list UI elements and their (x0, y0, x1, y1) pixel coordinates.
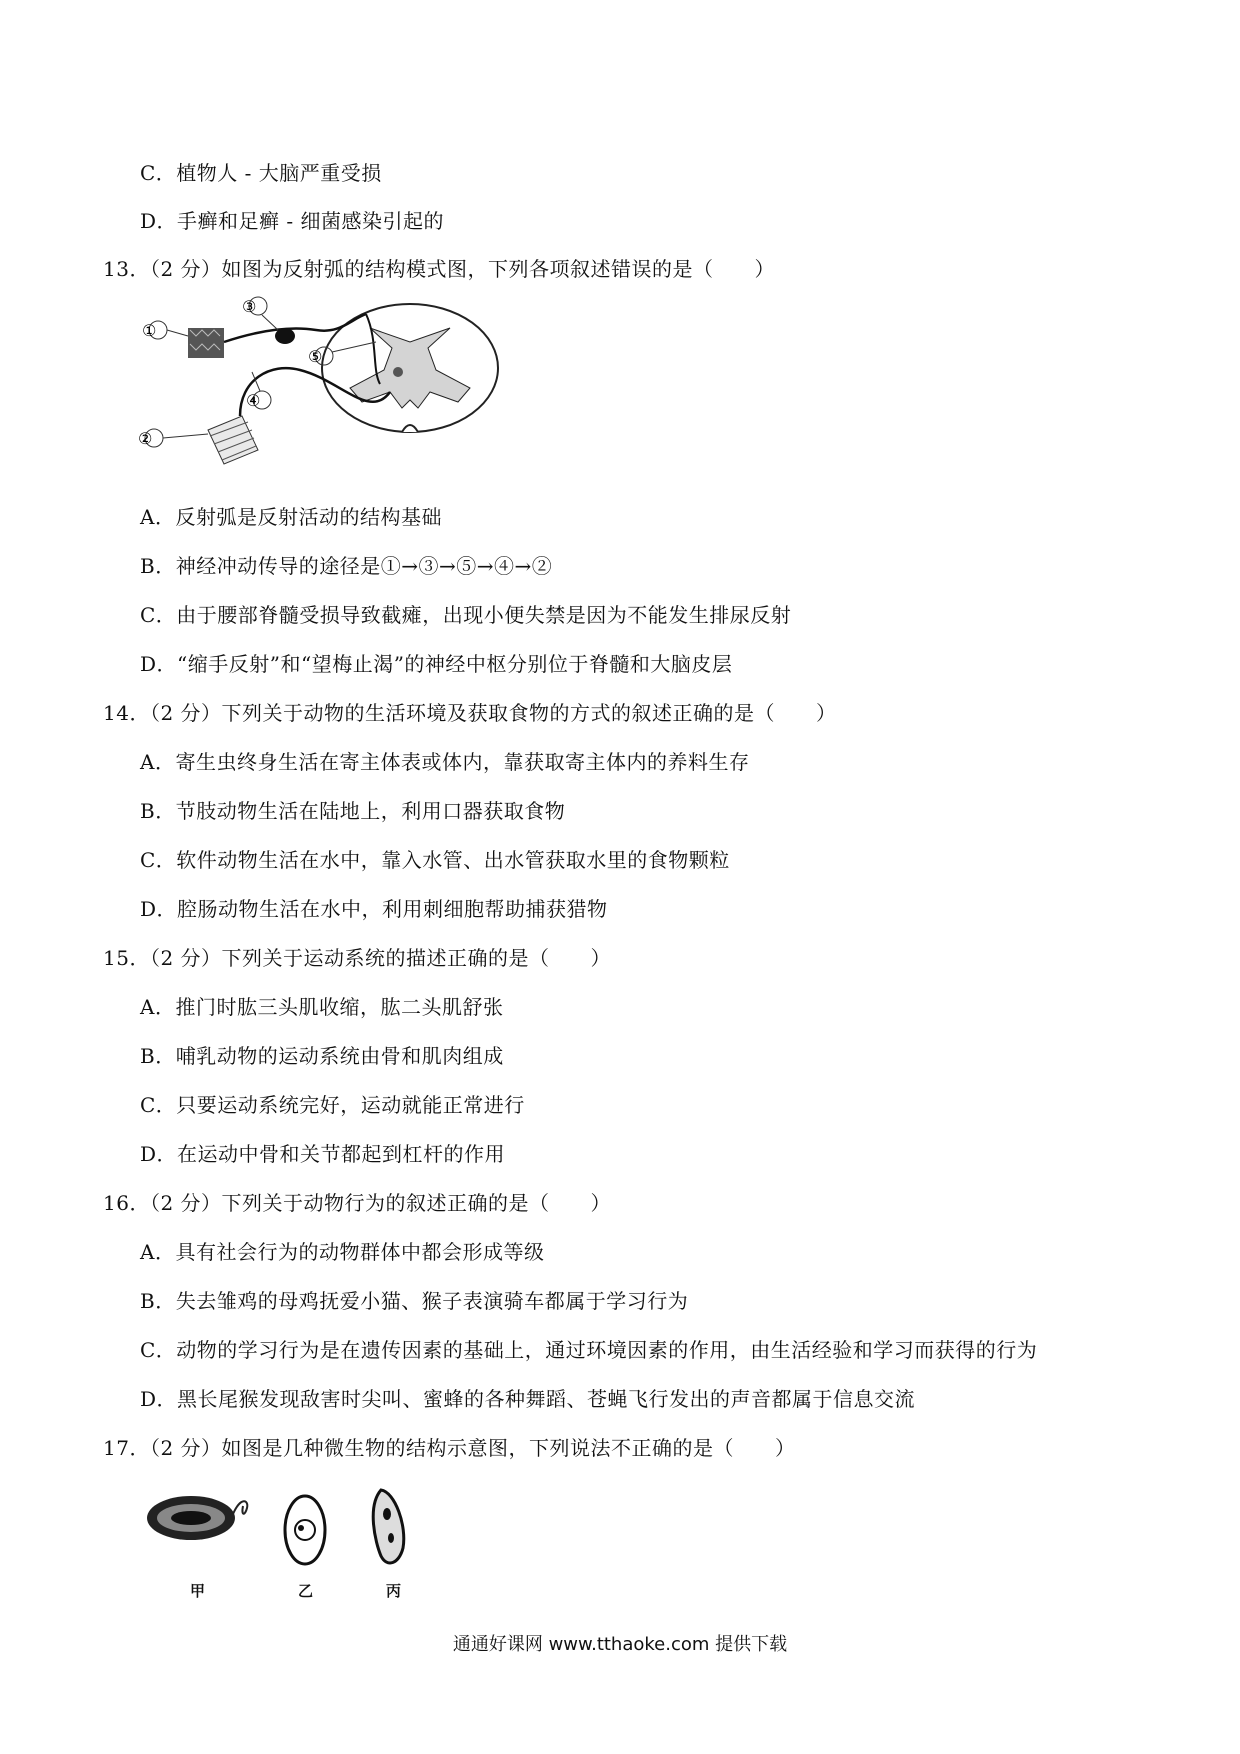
q16-option-c: C．动物的学习行为是在遗传因素的基础上，通过环境因素的作用，由生活经验和学习而获得的行为 (140, 1338, 1038, 1362)
label-5: ⑤ (308, 347, 323, 366)
receptor-shape (188, 328, 224, 358)
label-1: ① (142, 321, 157, 340)
q15-option-d: D．在运动中骨和关节都起到杠杆的作用 (140, 1142, 506, 1166)
label-2: ② (138, 429, 153, 448)
q16-option-d: D．黑长尾猴发现敌害时尖叫、蜜蜂的各种舞蹈、苍蝇飞行发出的声音都属于信息交流 (140, 1387, 916, 1411)
q15-option-a: A．推门时肱三头肌收缩，肱二头肌舒张 (140, 995, 504, 1019)
leader-line-5 (332, 342, 376, 352)
q16-option-a: A．具有社会行为的动物群体中都会形成等级 (140, 1240, 545, 1264)
paramecium-bing-shape (373, 1490, 404, 1563)
page-footer: 通通好课网 www.tthaoke.com 提供下载 (452, 1634, 788, 1655)
microorganism-figure (145, 1486, 425, 1596)
q13-option-a: A．反射弧是反射活动的结构基础 (140, 505, 442, 529)
yeast-yi-shape (285, 1496, 325, 1564)
question-16-stem: 16．（2 分）下列关于动物行为的叙述正确的是（ ） (103, 1191, 612, 1215)
afferent-nerve (224, 314, 366, 342)
q14-option-d: D．腔肠动物生活在水中，利用刺细胞帮助捕获猎物 (140, 897, 608, 921)
reflex-arc-figure (138, 297, 530, 475)
q13-option-b: B．神经冲动传导的途径是①→③→⑤→④→② (140, 554, 553, 578)
q16-option-b: B．失去雏鸡的母鸡抚爱小猫、猴子表演骑车都属于学习行为 (140, 1289, 689, 1313)
question-14-stem: 14．（2 分）下列关于动物的生活环境及获取食物的方式的叙述正确的是（ ） (103, 701, 837, 725)
caption-yi: 乙 (298, 1582, 314, 1600)
option-c-prev: C．植物人 - 大脑严重受损 (140, 161, 382, 185)
q14-option-b: B．节肢动物生活在陆地上，利用口器获取食物 (140, 799, 566, 823)
caption-bing: 丙 (386, 1582, 402, 1600)
ganglion (275, 328, 295, 344)
caption-jia: 甲 (190, 1582, 206, 1600)
q13-option-d: D．“缩手反射”和“望梅止渴”的神经中枢分别位于脊髓和大脑皮层 (140, 652, 733, 676)
question-15-stem: 15．（2 分）下列关于运动系统的描述正确的是（ ） (103, 946, 612, 970)
bacterium-jia-shape (147, 1496, 247, 1540)
q13-option-c: C．由于腰部脊髓受损导致截瘫，出现小便失禁是因为不能发生排尿反射 (140, 603, 792, 627)
leader-line-3 (262, 315, 278, 330)
question-17-stem: 17．（2 分）如图是几种微生物的结构示意图，下列说法不正确的是（ ） (103, 1436, 796, 1460)
effector-shape (208, 416, 258, 464)
question-13-stem: 13．（2 分）如图为反射弧的结构模式图，下列各项叙述错误的是（ ） (103, 257, 776, 281)
option-d-prev: D．手癣和足癣 - 细菌感染引起的 (140, 209, 445, 233)
leader-line-1 (167, 330, 188, 336)
label-4: ④ (246, 391, 261, 410)
leader-line-2 (163, 434, 208, 438)
q15-option-c: C．只要运动系统完好，运动就能正常进行 (140, 1093, 525, 1117)
q15-option-b: B．哺乳动物的运动系统由骨和肌肉组成 (140, 1044, 504, 1068)
label-3: ③ (242, 297, 257, 316)
q14-option-c: C．软件动物生活在水中，靠入水管、出水管获取水里的食物颗粒 (140, 848, 730, 872)
q14-option-a: A．寄生虫终身生活在寄主体表或体内，靠获取寄主体内的养料生存 (140, 750, 750, 774)
